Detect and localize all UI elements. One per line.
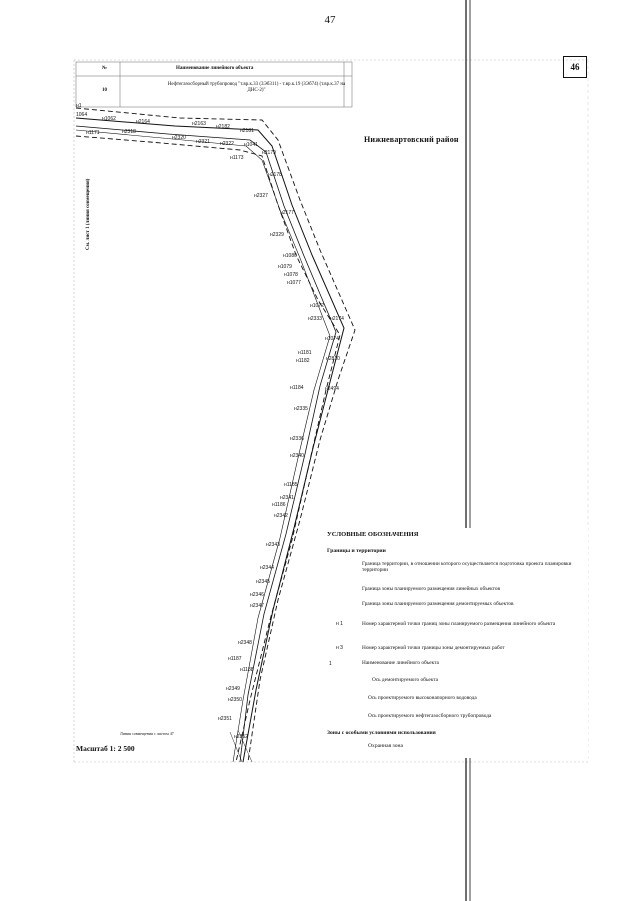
point-label: н1188 bbox=[240, 667, 254, 673]
point-label: н1181 bbox=[298, 350, 312, 356]
point-label: н2341 bbox=[280, 495, 294, 501]
point-label: н1184 bbox=[290, 385, 304, 391]
legend-item-demolition-zone: Граница зоны планируемого размещения демонтируемых объектов bbox=[362, 601, 514, 607]
point-label: н1074 bbox=[325, 336, 339, 342]
point-label: н1080 bbox=[283, 253, 297, 259]
legend-item-demolition-axis: Ось демонтируемого объекта bbox=[372, 677, 439, 683]
matchline-bottom-note: Линия совмещения с листом 47 bbox=[120, 731, 174, 736]
point-label: н1187 bbox=[228, 656, 242, 662]
point-label: н1186 bbox=[272, 502, 286, 508]
point-label: н2174 bbox=[330, 316, 344, 322]
point-label: н2351 bbox=[218, 716, 232, 722]
title-row-id: 10 bbox=[102, 88, 107, 93]
legend-title: УСЛОВНЫЕ ОБОЗНАЧЕНИЯ bbox=[327, 531, 419, 538]
matchline-side-label: См. лист 1 (линия совмещения) bbox=[86, 178, 91, 250]
point-label: н1062 bbox=[102, 116, 116, 122]
point-label: н1079 bbox=[278, 264, 292, 270]
point-label: н1072 bbox=[310, 303, 324, 309]
point-label: н1 bbox=[76, 103, 82, 109]
legend-section-special: Зоны с особыми условиями использования bbox=[327, 730, 436, 736]
point-label: н1173 bbox=[230, 155, 244, 161]
title-num-header: № bbox=[102, 66, 108, 71]
point-label: н2336 bbox=[290, 436, 304, 442]
point-label: н2342 bbox=[274, 513, 288, 519]
point-label: н2348 bbox=[238, 640, 252, 646]
point-label: н2181 bbox=[240, 128, 254, 134]
legend-item-demolition-point: н 3 Номер характерной точки границы зоны демонтируемых работ bbox=[336, 645, 505, 651]
point-label: н2321 bbox=[196, 139, 210, 145]
scale-label: Масштаб 1: 2 500 bbox=[76, 744, 135, 753]
legend-item-oil-axis: Ось проектируемого нефтегазосборного трубопровода bbox=[368, 713, 492, 719]
point-label: н2178 bbox=[268, 172, 282, 178]
point-label: н1078 bbox=[284, 272, 298, 278]
point-label: н2333 bbox=[308, 316, 322, 322]
point-label: н1041 bbox=[244, 142, 258, 148]
point-label: н1182 bbox=[296, 358, 310, 364]
legend-item-water-axis: Ось проектируемого высоконапорного водовода bbox=[368, 695, 477, 701]
district-label: Нижневартовский район bbox=[364, 135, 459, 144]
point-label: н2494 bbox=[325, 386, 339, 392]
point-label: н1185 bbox=[284, 482, 298, 488]
point-label: н2345 bbox=[256, 579, 270, 585]
legend bbox=[320, 528, 588, 758]
point-label: н2164 bbox=[136, 119, 150, 125]
legend-item-object-name: 1 Наименование линейного объекта bbox=[329, 660, 439, 667]
point-label: н2318 bbox=[122, 129, 136, 135]
pipeline-corridor bbox=[76, 108, 355, 762]
point-label: 1064 bbox=[76, 112, 88, 118]
legend-item-planned-zone: Граница зоны планируемого размещения линейных объектов bbox=[362, 586, 500, 592]
pipeline-axis-2 bbox=[76, 126, 336, 762]
title-row-name: Нефтегазосборный трубопровод "т.вр.к.33 (3Эб311) - т.вр.к.19 (ЗЭб74) (т.вр.к.37 на ДНС-2)" bbox=[167, 82, 346, 93]
legend-item-protect-zone: Охранная зона bbox=[368, 743, 404, 749]
point-label: н2163 bbox=[192, 121, 206, 127]
point-label: н2810 bbox=[326, 356, 340, 362]
point-label: н2179 bbox=[262, 150, 276, 156]
adjacent-sheet-ref: 46 bbox=[563, 56, 587, 78]
point-label: н2346 bbox=[250, 592, 264, 598]
title-table bbox=[76, 62, 352, 107]
point-label: н2343 bbox=[266, 542, 280, 548]
point-label: н2327 bbox=[254, 193, 268, 199]
point-label: н2349 bbox=[226, 686, 240, 692]
point-label: н2322 bbox=[220, 141, 234, 147]
title-name-header: Наименование линейного объекта bbox=[176, 66, 254, 71]
legend-item-point-number: н 1 Номер характерной точки границ зоны планируемого размещения линейного объекта bbox=[336, 621, 556, 627]
point-label: н2329 bbox=[270, 232, 284, 238]
point-label: н2344 bbox=[260, 565, 274, 571]
point-label: н2335 bbox=[294, 406, 308, 412]
point-label: н2352 bbox=[234, 734, 248, 740]
point-label: н1077 bbox=[287, 280, 301, 286]
point-label: н2320 bbox=[172, 135, 186, 141]
point-label: н2347 bbox=[250, 603, 264, 609]
point-label: н2340 bbox=[290, 453, 304, 459]
legend-item-project-boundary: Граница территории, в отношении которого осуществляется подготовка проекта планировки территории bbox=[362, 561, 572, 574]
page-number: 47 bbox=[324, 14, 336, 26]
point-label: н2177 bbox=[280, 210, 294, 216]
legend-section-borders: Границы и территории bbox=[327, 548, 386, 554]
corridor-boundary-outer bbox=[76, 108, 355, 762]
point-label: н1171 bbox=[86, 130, 100, 136]
point-label: н2350 bbox=[228, 697, 242, 703]
point-label: н2182 bbox=[216, 124, 230, 130]
